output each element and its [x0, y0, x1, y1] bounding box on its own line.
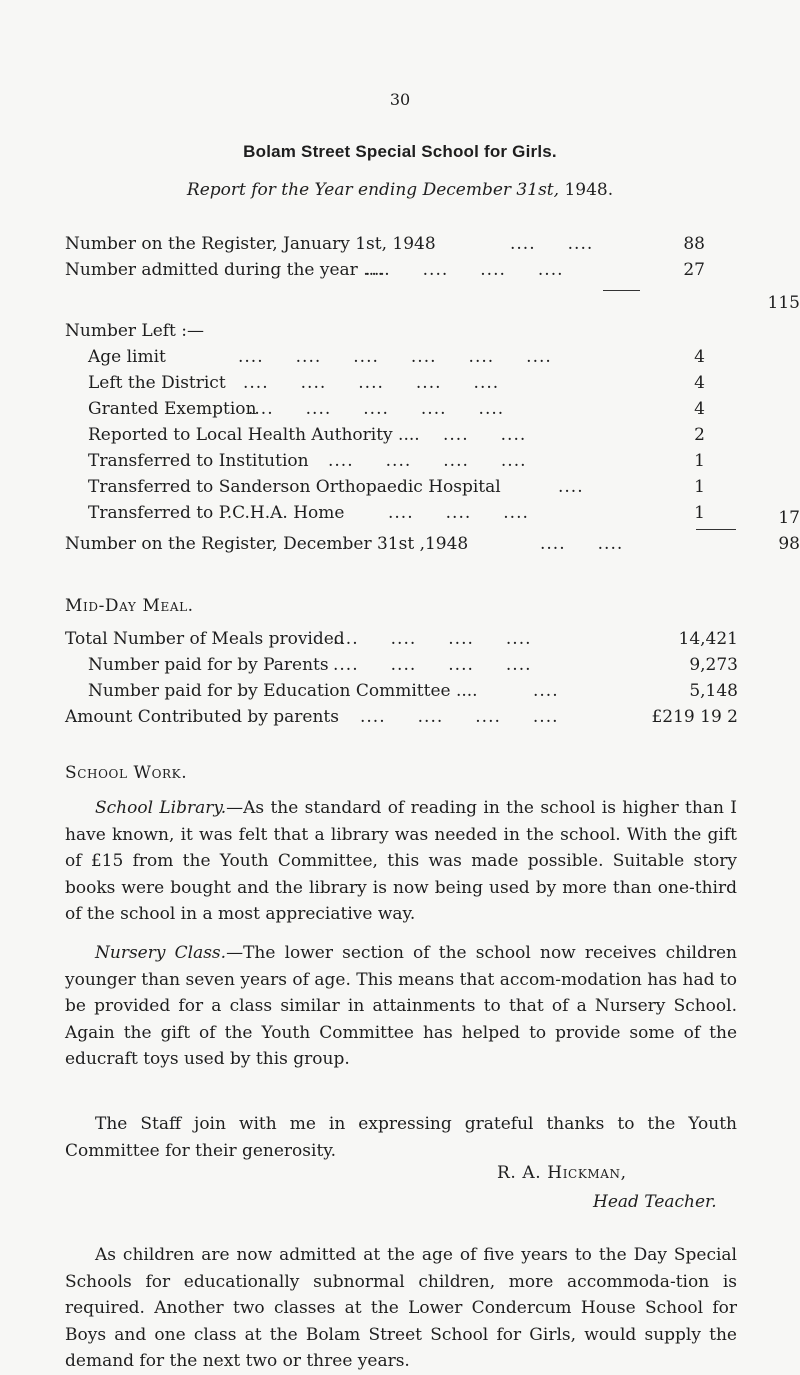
number-left-label: Left the District: [88, 373, 226, 393]
number-left-value: 1: [694, 503, 705, 523]
page-number: 30: [389, 90, 411, 109]
register-end-row: [65, 532, 800, 556]
meal-value: 14,421: [678, 629, 738, 649]
meal-row: [65, 627, 738, 651]
signature-role: Head Teacher.: [593, 1192, 717, 1212]
meal-heading: Mid-Day Meal.: [65, 596, 194, 616]
dot-leader: .... .... .... ....: [333, 629, 532, 649]
number-left-row: [88, 371, 748, 395]
number-left-label: Number Left :—: [65, 321, 205, 341]
register-end-value: 98: [778, 534, 800, 554]
number-left-value: 1: [694, 451, 705, 471]
register-subtotal: 115: [767, 293, 800, 313]
school-work-heading: School Work.: [65, 763, 188, 783]
register-end-label: Number on the Register, December 31st ,1948: [65, 534, 469, 554]
dot-leader: .... .... .... ....: [328, 451, 527, 471]
dot-leader: .... ....: [510, 234, 594, 254]
number-left-label: Granted Exemption: [88, 399, 257, 419]
dot-leader: .... .... ....: [388, 503, 529, 523]
number-left-label: Transferred to P.C.H.A. Home: [88, 503, 345, 523]
number-left-row: [88, 475, 748, 499]
number-left-row: [88, 449, 748, 473]
page-title: Bolam Street Special School for Girls.: [243, 142, 557, 161]
register-start-label: Number on the Register, January 1st, 1948: [65, 234, 436, 254]
dot-leader: .... .... .... .... ....: [243, 373, 500, 393]
library-text: —As the standard of reading in the school is higher than I have known, it was felt that a library was needed in the school. With the gift of £15 from the Youth Committee, this was made possible. Suitable story books were bought and the library is now being used by more than one-third of the school in a most appreciative way.: [65, 798, 737, 924]
meal-label: Number paid for by Education Committee ....: [88, 681, 478, 701]
number-left-value: 1: [694, 477, 705, 497]
number-left-value: 4: [694, 347, 705, 367]
number-left-row: [88, 423, 748, 447]
register-admitted-label: Number admitted during the year ....: [65, 260, 385, 280]
dot-leader: .... .... .... ....: [365, 260, 564, 280]
dot-leader: .... .... .... ....: [360, 707, 559, 727]
nursery-title: Nursery Class.: [95, 943, 227, 963]
number-left-value: 4: [694, 399, 705, 419]
dot-leader: ....: [558, 477, 584, 497]
number-left-value: 4: [694, 373, 705, 393]
meal-label: Total Number of Meals provided: [65, 629, 345, 649]
subtitle-year: 1948.: [564, 180, 614, 200]
number-left-row: [88, 397, 748, 421]
number-left-value: 2: [694, 425, 705, 445]
register-subtotal-row: [65, 291, 800, 315]
number-left-label: Transferred to Sanderson Orthopaedic Hospital: [88, 477, 501, 497]
library-paragraph: [65, 795, 737, 928]
dot-leader: .... .... .... .... .... ....: [238, 347, 552, 367]
library-title: School Library.: [95, 798, 227, 818]
signature-name: R. A. Hickman,: [497, 1163, 627, 1183]
left-total: 17: [778, 508, 800, 528]
thanks-paragraph: The Staff join with me in expressing grateful thanks to the Youth Committee for their generosity.: [65, 1114, 737, 1161]
number-left-row: [88, 345, 748, 369]
meal-row: [88, 653, 738, 677]
meal-row: [65, 705, 738, 729]
dot-leader: .... .... .... ....: [333, 655, 532, 675]
meal-row: [88, 679, 738, 703]
meal-value: 5,148: [689, 681, 738, 701]
dot-leader: ....: [533, 681, 559, 701]
register-admitted-row: [65, 258, 745, 282]
nursery-text: —The lower section of the school now receives children younger than seven years of age. This means that accom-modation has had to be provided for a class similar in attainments to that of a Nursery School. Again the gift of the Youth Committee has helped to provide some of the educraft toys used by this group.: [65, 943, 737, 1069]
register-start-row: [65, 232, 745, 256]
number-left-label: Reported to Local Health Authority ....: [88, 425, 420, 445]
number-left-label: Transferred to Institution: [88, 451, 309, 471]
number-left-label: Age limit: [88, 347, 166, 367]
register-admitted-value: 27: [683, 260, 705, 280]
dot-leader: .... ....: [443, 425, 527, 445]
meal-label: Number paid for by Parents: [88, 655, 329, 675]
report-subtitle: [0, 180, 800, 200]
subtitle-lead: Report for the Year ending December 31st,: [186, 180, 560, 200]
meal-label: Amount Contributed by parents: [65, 707, 339, 727]
closing-paragraph: As children are now admitted at the age of five years to the Day Special Schools for educationally subnormal children, more accommoda-tion is required. Another two classes at the Lower Condercum House School for Boys and one class at the Bolam Street School for Girls, would supply the demand for the next two or three years.: [65, 1245, 737, 1371]
dot-leader: .... ....: [540, 534, 624, 554]
dot-leader: .... .... .... .... ....: [248, 399, 505, 419]
left-total-row: [65, 506, 800, 530]
nursery-paragraph: [65, 940, 737, 1073]
register-start-value: 88: [683, 234, 705, 254]
meal-value: £219 19 2: [651, 707, 738, 727]
meal-value: 9,273: [689, 655, 738, 675]
